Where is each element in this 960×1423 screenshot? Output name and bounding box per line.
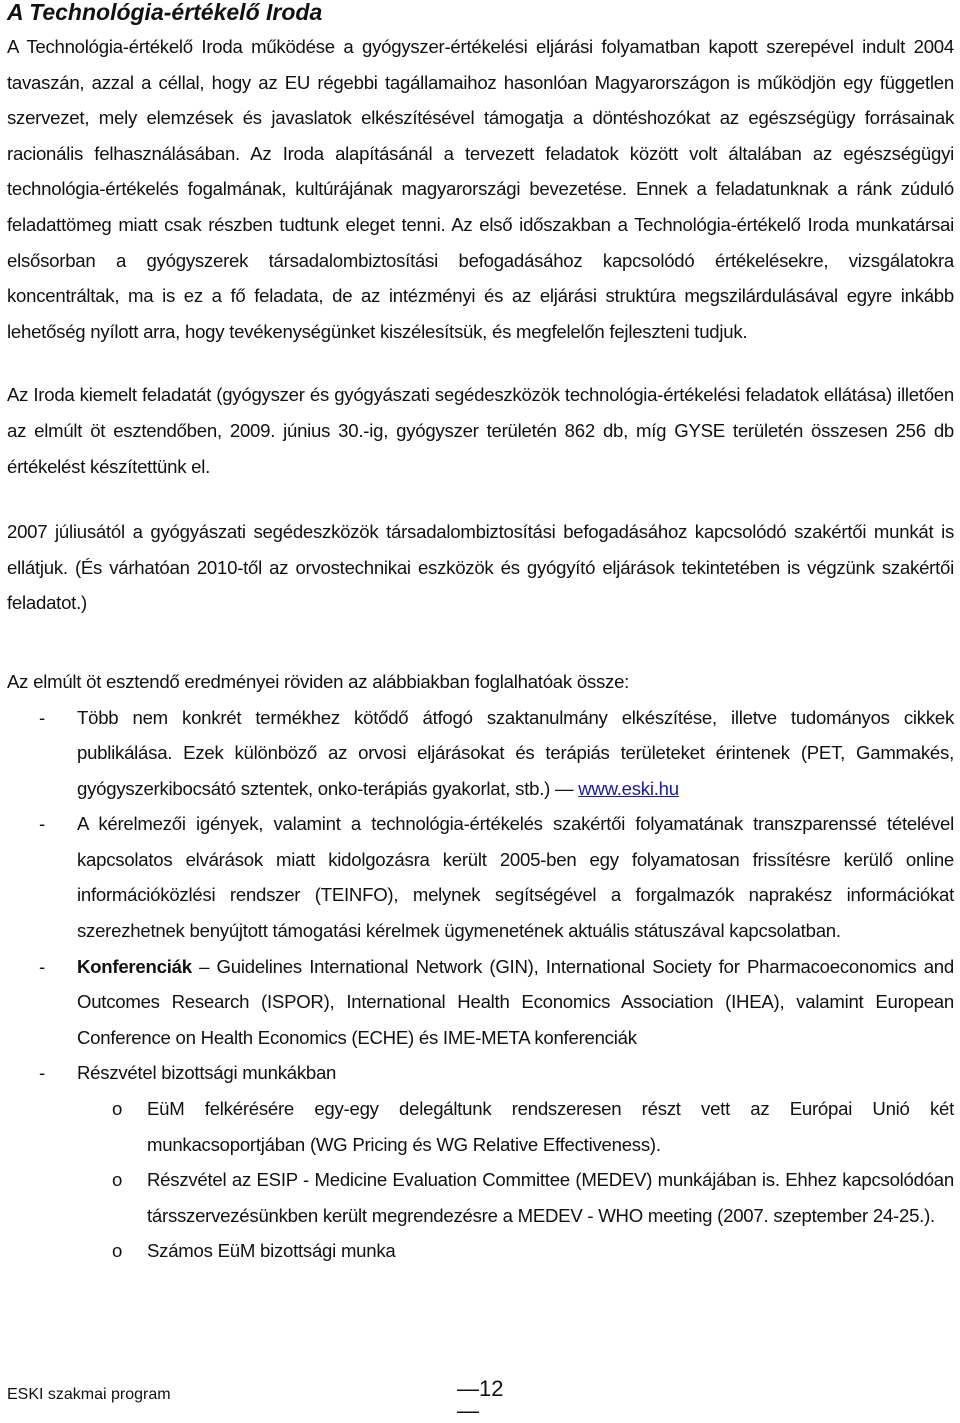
results-list [7, 700, 954, 1270]
committees-text: Részvétel bizottsági munkákban [77, 1062, 337, 1084]
circle-bullet: o [112, 1169, 123, 1191]
list-item-conferences [7, 949, 954, 1056]
eski-link[interactable]: www.eski.hu [578, 777, 679, 799]
list-item-studies [7, 700, 954, 807]
dash-bullet: - [39, 813, 45, 835]
dash-bullet: - [39, 955, 45, 977]
results-intro: Az elmúlt öt esztendő eredményei röviden az alábbiakban foglalhatóak össze: [7, 670, 630, 692]
statistics-paragraph: Az Iroda kiemelt feladatát (gyógyszer és gyógyászati segédeszközök technológia-értékelési feladatok ellátása) illetően az elmúlt öt esztendőben, 2009. június 30.-ig, gyógyszer területén 862 db, míg GYSE területén összesen 256 db értékelést készítettünk el. [7, 384, 954, 477]
list-item-committees [7, 1055, 954, 1269]
footer-label: ESKI szakmai program [7, 1386, 171, 1403]
conferences-text: – Guidelines International Network (GIN), International Society for Pharmacoeconomics and Outcomes Research (ISPOR), International Health Economics Association (IHEA), valamint European Conference on Health Economics (ECHE) és IME-META konferenciák [77, 955, 954, 1048]
teinfo-text: A kérelmezői igények, valamint a technológia-értékelés szakértői folyamatának transzparenssé tételével kapcsolatos elvárások miatt kidolgozásra került 2005-ben egy folyamatosan frissítésre kerülő online információközlési rendszer (TEINFO), melynek segítségével a forgalmazók naprakész információkat szerezhetnek benyújtott támogatási kérelmek ügymenetének aktuális státuszával kapcsolatban. [77, 813, 954, 942]
sublist-item [77, 1162, 954, 1233]
document-page [7, 0, 954, 1269]
intro-part-2: Az Iroda alapításánál a tervezett feladatok között volt általában az egészségügyi technológia-értékelés fogalmának, kultúrájának magyarországi bevezetése. [7, 142, 954, 200]
intro-part-4: Az első időszakban a Technológia-értékelő Iroda munkatársai elsősorban a gyógyszerek társadalombiztosítási befogadásához kapcsolódó értékelésekre, vizsgálatokra koncentráltak, ma is ez a fő feladata, de az intézményi és az eljárási struktúra megszilárdulásával egyre inkább lehetőség nyílott arra, hogy tevékenységünket kiszélesítsük, és megfelelőn fejleszteni tudjuk. [7, 213, 955, 342]
page-number: —12— [457, 1376, 504, 1423]
sublist-item-text: EüM felkérésére egy-egy delegáltunk rendszeresen részt vett az Európai Unió két munkacsoportjában (WG Pricing és WG Relative Effectiveness). [147, 1098, 954, 1155]
dash-bullet: - [39, 706, 45, 728]
circle-bullet: o [112, 1098, 123, 1120]
committees-sublist [77, 1091, 954, 1269]
dash-bullet: - [39, 1062, 45, 1084]
section-heading: A Technológia-értékelő Iroda [7, 0, 323, 25]
medical-devices-paragraph: 2007 júliusától a gyógyászati segédeszközök társadalombiztosítási befogadásához kapcsolódó szakértői munkát is ellátjuk. (És várhatóan 2010-től az orvostechnikai eszközök és gyógyító eljárások tekintetében is végzünk szakértői feladatot.) [7, 521, 954, 614]
studies-text: Több nem konkrét termékhez kötődő átfogó szaktanulmány elkészítése, illetve tudományos cikkek publikálása. Ezek különböző az orvosi eljárásokat és terápiás területeket érintenek (PET, Gammakés, gyógyszerkibocsátó sztentek, onko-terápiás gyakorlat, stb.) — [77, 706, 954, 799]
list-item-teinfo [7, 806, 954, 948]
page-footer [7, 1376, 507, 1423]
circle-bullet: o [112, 1240, 123, 1262]
sublist-item [77, 1091, 954, 1162]
intro-part-3: Ennek a feladatunknak a ránk zúduló feladattömeg miatt csak részben tudtunk eleget tenni. [7, 178, 954, 235]
sublist-item-text: Számos EüM bizottsági munka [147, 1240, 396, 1262]
sublist-item [77, 1233, 954, 1269]
intro-part-1: A Technológia-értékelő Iroda működése a gyógyszer-értékelési eljárási folyamatban kapott szerepével indult 2004 tavaszán, azzal a céllal, hogy az EU régebbi tagállamaihoz hasonlóan Magyarországon is működjön egy független szervezet, mely elemzések és javaslatok elkészítésével támogatja a döntéshozókat az egészségügy forrásainak racionális felhasználásában. [7, 36, 954, 164]
sublist-item-text: Részvétel az ESIP - Medicine Evaluation Committee (MEDEV) munkájában is. Ehhez kapcsolódóan társszervezésünkben került megrendezésre a MEDEV - WHO meeting (2007. szeptember 24-25.). [147, 1169, 954, 1226]
intro-paragraph [7, 29, 954, 349]
conferences-label: Konferenciák [77, 955, 192, 977]
